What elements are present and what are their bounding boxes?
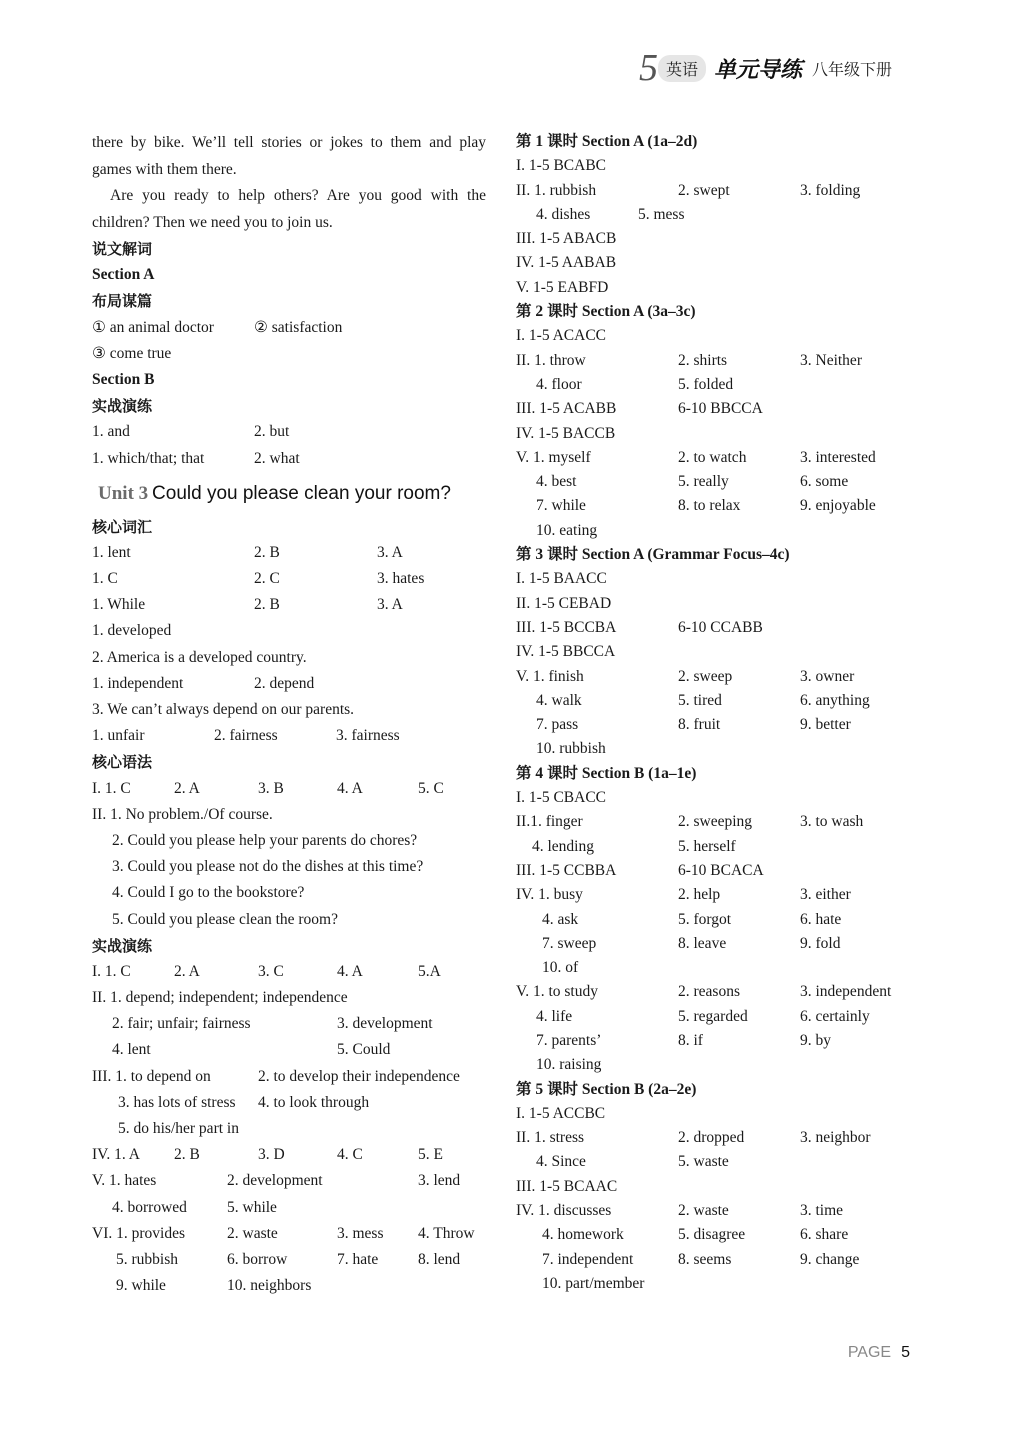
answer-row: I. 1. C 2. A 3. B 4. A 5. C [92,779,444,797]
answer-row: 10. part/member [542,1274,645,1292]
answer-row: 10. raising [536,1056,602,1074]
answer-row: IV. 1-5 BACCB [516,424,616,442]
answer-row: 4. Could I go to the bookstore? [112,884,305,902]
answer-row: V. 1. to study 2. reasons 3. independent [516,983,892,1001]
answer-row: 5. Could you please clean the room? [112,910,338,928]
answer-row: IV. 1-5 BBCCA [516,643,616,661]
answer-row: 4. Since 5. waste [536,1153,729,1171]
answer-row: 10. eating [536,521,598,539]
answer-row: 1. and 2. but [92,423,290,441]
answer-row: 10. rubbish [536,740,606,758]
answer-row: 7. independent 8. seems 9. change [542,1250,860,1268]
answer-row: 7. parents’ 8. if 9. by [536,1031,831,1049]
unit-label: Unit 3 [98,482,149,504]
grade-label: 八年级下册 [811,59,892,79]
answer-row: II. 1. rubbish 2. swept 3. folding [516,181,861,199]
answer-row: III. 1-5 BCAAC [516,1177,618,1195]
logo-number: 5 [638,47,656,89]
answer-row: 4. best 5. really 6. some [536,473,849,491]
heading-shizhan: 实战演练 [92,936,153,955]
answer-row: I. 1-5 ACACC [516,327,606,345]
heading-cihui: 核心词汇 [92,517,153,536]
right-column [516,130,916,1296]
answer-row: I. 1. C 2. A 3. C 4. A 5.A [92,962,441,980]
answer-row: III. 1-5 ACABB 6-10 BBCCA [516,400,763,418]
lesson-2-title: 第 2 课时 Section A (3a–3c) [516,303,696,321]
answer-row: IV. 1. A 2. B 3. D 4. C 5. E [92,1146,443,1164]
intro-text-1: there by bike. We’ll tell stories or jokes to them and play games with them there. [92,134,486,178]
answer-row: 1. which/that; that 2. what [92,449,300,467]
answer-row: 4. life 5. regarded 6. certainly [536,1007,870,1025]
answer-row: IV. 1. busy 2. help 3. either [516,886,851,904]
answer-row: 5. rubbish 6. borrow 7. hate 8. lend [116,1250,461,1268]
intro-paragraph [92,130,486,236]
answer-row: 1. While 2. B 3. A [92,596,403,614]
answer-row: III. 1-5 ABACB [516,230,617,248]
answer-row: I. 1-5 BAACC [516,570,607,588]
answer-row: II. 1. depend; independent; independence [92,989,348,1007]
answer-row: II. 1. No problem./Of course. [92,805,273,823]
answer-row: II. 1. stress 2. dropped 3. neighbor [516,1129,871,1147]
answer-row: V. 1. myself 2. to watch 3. interested [516,448,876,466]
answer-row: 4. homework 5. disagree 6. share [542,1226,849,1244]
answer-row: ③ come true [92,344,172,362]
answer-row: I. 1-5 BCABC [516,157,606,175]
page-header [639,40,892,96]
unit-title [92,478,486,510]
answer-row: V. 1-5 EABFD [516,278,609,296]
answer-row: 10. of [542,959,579,977]
answer-row: 1. lent 2. B 3. A [92,543,403,561]
answer-row: ① an animal doctor ② satisfaction [92,318,343,336]
answer-row: V. 1. hates 2. development 3. lend [92,1172,461,1190]
answer-row: 4. dishes 5. mess [536,205,685,223]
answer-row: VI. 1. provides 2. waste 3. mess 4. Throw [92,1224,475,1242]
answer-row: 1. C 2. C 3. hates [92,570,425,588]
section-b-heading: Section B [92,370,155,388]
answer-row: III. 1-5 CCBBA 6-10 BCACA [516,861,764,879]
answer-row: 9. while 10. neighbors [116,1277,312,1295]
answer-row: I. 1-5 ACCBC [516,1104,606,1122]
lesson-3-title: 第 3 课时 Section A (Grammar Focus–4c) [516,546,790,564]
answer-row: 1. developed [92,622,172,640]
answer-row: 4. walk 5. tired 6. anything [536,691,870,709]
heading-shuowen: 说文解词 [92,240,153,258]
answer-row: 4. lending 5. herself [532,837,736,855]
page-footer [848,1344,910,1362]
answer-row: 4. lent 5. Could [112,1041,391,1059]
answer-row: II. 1-5 CEBAD [516,594,612,612]
left-column [92,130,486,1299]
page-label: PAGE [847,1344,892,1361]
answer-row: III. 1-5 BCCBA 6-10 CCABB [516,618,763,636]
page-number: 5 [901,1344,910,1361]
answer-row: I. 1-5 CBACC [516,789,606,807]
answer-row: 3. We can’t always depend on our parents. [92,701,355,718]
lesson-1-title: 第 1 课时 Section A (1a–2d) [516,133,698,150]
unit-name: Could you please clean your room? [152,482,451,504]
answer-row: 5. do his/her part in [118,1120,239,1137]
lesson-5-title: 第 5 课时 Section B (2a–2e) [516,1080,697,1098]
answer-row: IV. 1-5 AABAB [516,254,617,272]
logo-badge: 英语 [658,55,706,82]
answer-row: 4. borrowed 5. while [112,1198,277,1216]
answer-row: 4. ask 5. forgot 6. hate [542,910,842,928]
heading-yufa: 核心语法 [92,753,153,772]
series-title: 单元导练 [713,56,802,83]
answer-row: 3. has lots of stress 4. to look through [118,1093,370,1111]
section-a-heading: Section A [92,266,155,284]
answer-row: II. 1. throw 2. shirts 3. Neither [516,351,862,369]
answer-row: 7. sweep 8. leave 9. fold [542,934,841,952]
answer-row: V. 1. finish 2. sweep 3. owner [516,667,855,685]
answer-row: 3. Could you please not do the dishes at this time? [112,858,424,876]
answer-row: III. 1. to depend on 2. to develop their independence [92,1067,460,1085]
answer-row: 7. while 8. to relax 9. enjoyable [536,497,876,515]
answer-row: IV. 1. discusses 2. waste 3. time [516,1202,844,1220]
answer-row: 1. independent 2. depend [92,674,315,692]
answer-row: II.1. finger 2. sweeping 3. to wash [516,813,864,831]
answer-row: 2. America is a developed country. [92,648,307,666]
answer-row: 2. Could you please help your parents do chores? [112,831,418,849]
answer-row: 2. fair; unfair; fairness 3. development [112,1015,433,1033]
lesson-4-title: 第 4 课时 Section B (1a–1e) [516,764,697,782]
answer-row: 1. unfair 2. fairness 3. fairness [92,727,400,745]
answer-row: 7. pass 8. fruit 9. better [536,716,851,734]
heading-buju: 布局谋篇 [92,292,153,311]
answer-row: 4. floor 5. folded [536,375,734,393]
intro-text-2: Are you ready to help others? Are you good with the children? Then we need you to join us. [92,187,486,231]
heading-shizhan: 实战演练 [92,397,153,416]
